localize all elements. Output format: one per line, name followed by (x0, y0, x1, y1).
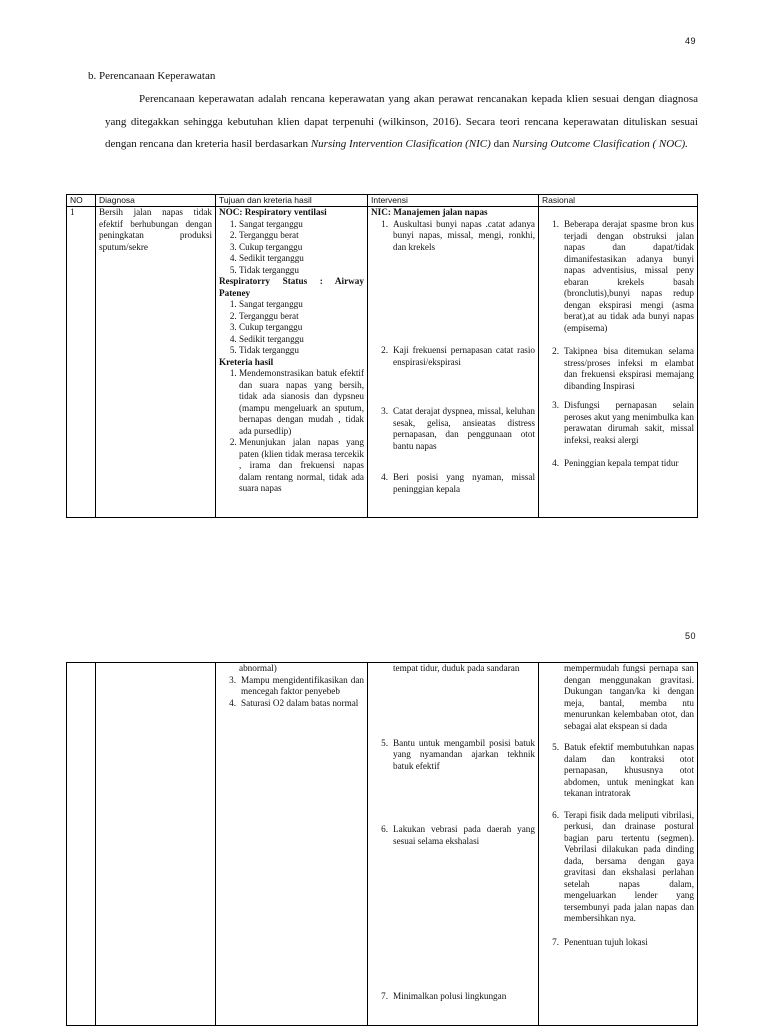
intervensi-continuation: tempat tidur, duduk pada sandaran (393, 663, 520, 673)
paragraph-text: Perencanaan keperawatan adalah rencana keperawatan yang akan perawat rencanakan kepada klien sesuai dengan diagnosa yang ditegakkan sehingga kebutuhan klien dapat terpenuhi (wilkinson, 2016). Secara teori rencana keperawatan dituliskan sesuai dengan rencana dan kreteria hasil berdasarkan (105, 93, 698, 150)
header-tujuan: Tujuan dan kreteria hasil (216, 195, 368, 207)
cell-intervensi (368, 207, 539, 518)
list-item: 4. Saturasi O2 dalam batas normal (229, 697, 359, 708)
header-no: NO (67, 195, 96, 207)
header-diagnosa: Diagnosa (96, 195, 216, 207)
noc-title: NOC: Respiratory ventilasi (219, 207, 327, 217)
list-item: 1. Auskultasi bunyi napas .catat adanya bunyi napas, missal, mengi, ronkhi, dan krekels (381, 218, 535, 252)
list-item: 3. Disfungsi pernapasan selain peroses akut yang menimbulka kan perawatan dirumah sakit, missal infeksi, reaksi alergi (552, 400, 694, 445)
list-item: 2. Menunjukan jalan napas yang paten (klien tidak merasa tercekik , irama dan frekuensi napas dalam rentang normal, tidak ada suara napas (239, 437, 364, 495)
cell-rasional (539, 207, 698, 518)
list-item: 5. Batuk efektif membutuhkan napas dalam dan kontraksi otot pernapasan, khususnya otot abdomen, untuk meningkat kan tekanan intratorak (552, 742, 694, 798)
list-item: 4. Sedikit terganggu (239, 334, 364, 346)
page-number: 50 (684, 631, 696, 641)
list-item: 5. Tidak terganggu (239, 345, 364, 357)
paragraph-text-join: dan (490, 138, 513, 150)
cell-rasional (539, 663, 698, 1026)
care-plan-table-continued (66, 662, 698, 1026)
table-row (67, 663, 698, 1026)
cell-tujuan (216, 663, 368, 1026)
status-scale-list (219, 299, 364, 357)
kriteria-continuation: abnormal) (239, 663, 277, 673)
cell-diagnosa: Bersih jalan napas tidak efektif berhubungan dengan peningkatan produksi sputum/sekre (96, 207, 216, 518)
cell-tujuan (216, 207, 368, 518)
section-heading: b. Perencanaan Keperawatan (88, 70, 216, 82)
list-item: 2. Takipnea bisa ditemukan selama stress/proses infeksi m elambat dan frekuensi ekspirasi memajang dibanding Inspirasi (552, 346, 694, 391)
list-item: 1. Sangat terganggu (239, 219, 364, 231)
list-item: 4. Sedikit terganggu (239, 253, 364, 265)
list-item: 7. Penentuan tujuh lokasi (552, 936, 648, 947)
list-item: 3. Catat derajat dyspnea, missal, keluhan sesak, gelisa, ansieatas distress pernapasan, dan penggunaan otot bantu napas (381, 406, 535, 451)
list-item: 1. Sangat terganggu (239, 299, 364, 311)
list-item: 5. Bantu untuk mengambil posisi batuk yang nyamandan ajarkan tekhnik batuk efektif (381, 737, 535, 771)
page-number: 49 (684, 36, 696, 46)
kriteria-title: Kreteria hasil (219, 356, 274, 367)
list-item: 1. Mendemonstrasikan batuk efektif dan suara napas yang bersih, tidak ada sianosis dan dypsneu (mampu mengeluark an sputum, bernapas dengan mudah , tidak ada pursedlip) (239, 368, 364, 437)
list-item: 2. Terganggu berat (239, 311, 364, 323)
list-item: 1. Beberapa derajat spasme bron kus terjadi dengan obstruksi jalan napas dan dapat/tidak dimanifestasikan adanya bunyi napas adventisius, missal peny ebaran krekels basah (bronclutis),bunyi napas redup dengan ekspirasi mengi (asma berat),at au tidak ada bunyi napas (empisema) (552, 219, 694, 333)
header-rasional: Rasional (539, 195, 698, 207)
nic-title: NIC: Manajemen jalan napas (371, 207, 488, 217)
list-item: 2. Kaji frekuensi pernapasan catat rasio enspirasi/ekspirasi (381, 345, 535, 367)
kriteria-list (219, 368, 364, 495)
table-header-row (67, 195, 698, 207)
list-item: 4. Peninggian kepala tempat tidur (552, 458, 679, 468)
list-item: 3. Cukup terganggu (239, 242, 364, 254)
noc-scale-list (219, 219, 364, 277)
list-item: 3. Cukup terganggu (239, 322, 364, 334)
status-title: Respiratorry Status : Airway Pateney (219, 276, 364, 298)
header-intervensi: Intervensi (368, 195, 539, 207)
list-item: 6. Terapi fisik dada meliputi vibrilasi, perkusi, dan drainase postural bagian paru tertentu (segmen). Vebrilasi dilakukan pada dinding dada, bersama dengan gaya gravitasi dan ekshalasi perlahan setelah napas dalam, mengeluarkan lender yang tersembunyi pada jalan napas dan membersihkan nya. (552, 809, 694, 923)
list-item: 4. Beri posisi yang nyaman, missal peninggian kepala (381, 472, 535, 494)
care-plan-table (66, 194, 698, 518)
rasional-continuation: mempermudah fungsi pernapa san dengan menggunakan gravitasi. Dukungan tangan/ka ki dengan meja, bantal, memba ntu menurunkan kelembaban otot, dan sebagai alat ekspean si dada (564, 663, 694, 731)
noc-reference: Nursing Outcome Clasification ( NOC). (512, 138, 688, 150)
list-item: 3. Mampu mengidentifikasikan dan mencegah faktor penyebeb (229, 674, 364, 696)
cell-no: 1 (67, 207, 96, 518)
list-item: 7. Minimalkan polusi lingkungan (381, 991, 507, 1001)
intro-paragraph (105, 88, 698, 156)
cell-no (67, 663, 96, 1026)
cell-diagnosa (96, 663, 216, 1026)
table-row (67, 207, 698, 518)
list-item: 2. Terganggu berat (239, 230, 364, 242)
nic-reference: Nursing Intervention Clasification (NIC) (310, 138, 491, 150)
list-item: 6. Lakukan vebrasi pada daerah yang sesuai selama ekshalasi (381, 824, 535, 846)
list-item: 5. Tidak terganggu (239, 265, 364, 277)
cell-intervensi (368, 663, 539, 1026)
